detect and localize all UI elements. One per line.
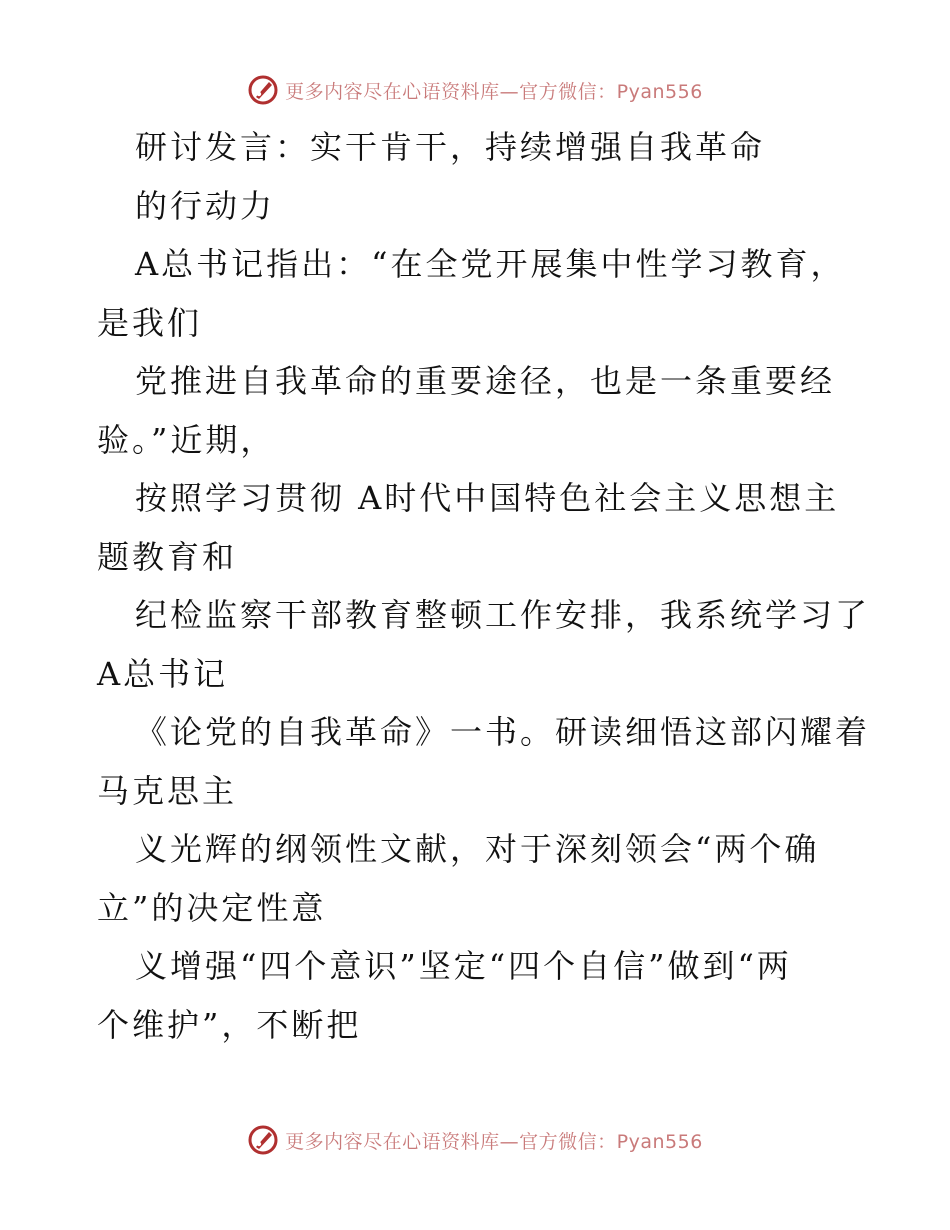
pen-logo-icon <box>247 1124 279 1156</box>
body-line: 党推进自我革命的重要途径，也是一条重要经 <box>135 362 836 400</box>
body-line: 的行动力 <box>135 186 276 225</box>
body-line: 题教育和 <box>97 537 238 576</box>
footer-banner <box>0 1120 950 1160</box>
body-line: 立”的决定性意 <box>97 888 327 927</box>
body-line: 马克思主 <box>97 771 238 810</box>
body-line: A总书记指出：“在全党开展集中性学习教育， <box>135 245 846 283</box>
body-line: A总书记 <box>97 654 229 693</box>
header-banner <box>0 70 950 110</box>
pen-logo-icon <box>247 74 279 106</box>
body-line: 《论党的自我革命》一书。研读细悟这部闪耀着 <box>135 713 871 751</box>
body-line: 个维护”，不断把 <box>97 1005 362 1044</box>
header-banner-text: 更多内容尽在心语资料库—官方微信：Pyan556 <box>285 80 703 103</box>
body-line: 是我们 <box>97 303 203 342</box>
footer-banner-text: 更多内容尽在心语资料库—官方微信：Pyan556 <box>285 1130 703 1153</box>
document-body <box>97 118 871 1054</box>
body-line: 义光辉的纲领性文献，对于深刻领会“两个确 <box>135 830 820 868</box>
body-line: 按照学习贯彻 A时代中国特色社会主义思想主 <box>135 479 840 517</box>
body-line: 研讨发言：实干肯干，持续增强自我革命 <box>135 128 766 166</box>
body-line: 纪检监察干部教育整顿工作安排，我系统学习了 <box>135 596 871 634</box>
body-line: 义增强“四个意识”坚定“四个自信”做到“两 <box>135 947 792 985</box>
body-line: 验。”近期， <box>97 420 276 459</box>
